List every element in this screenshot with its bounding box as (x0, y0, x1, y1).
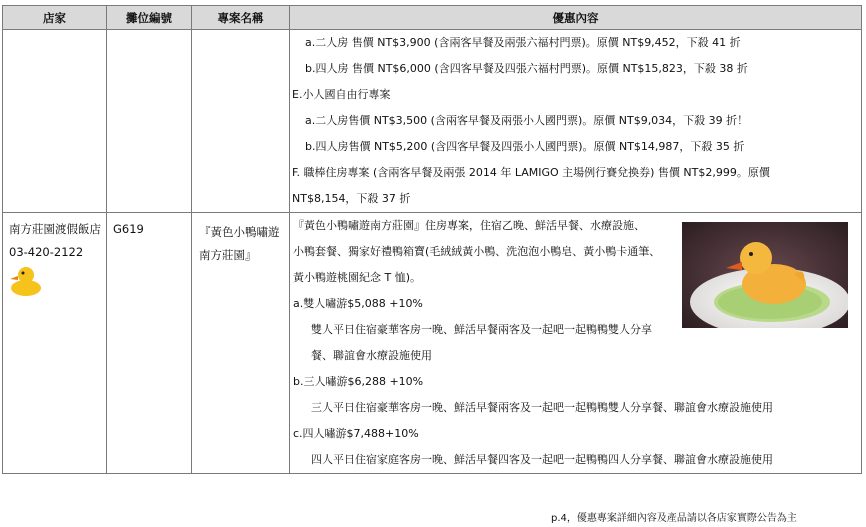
offers-cell (290, 213, 862, 474)
offer-line: 『黃色小鴨嘯遊南方莊園』住房專案，住宿乙晚、鮮活早餐、水療設施、 (293, 219, 645, 232)
offers-cell (290, 30, 862, 213)
table-row (3, 213, 862, 474)
store-cell (3, 213, 107, 474)
offer-line: b.四人房 售價 NT$6,000 (含四客早餐及四張六福村門票)。原價 NT$15,823，下殺 38 折 (305, 62, 748, 75)
booth-cell-empty (107, 30, 192, 213)
offer-line: a.二人房售價 NT$3,500 (含兩客早餐及兩張小人國門票)。原價 NT$9,034，下殺 39 折！ (305, 114, 749, 127)
offer-heading: a.雙人嘯游$5,088 +10% (293, 297, 423, 310)
header-plan: 專案名稱 (192, 6, 290, 30)
header-booth: 攤位編號 (107, 6, 192, 30)
offer-line: NT$8,154，下殺 37 折 (292, 192, 411, 205)
store-cell-empty (3, 30, 107, 213)
offer-line: 餐、聯誼會水療設施使用 (311, 349, 432, 362)
plan-name: 『黃色小鴨嘯遊南方莊園』 (199, 225, 280, 262)
offer-line: 黃小鴨遊桃園紀念 T 恤)。 (293, 271, 422, 284)
offer-line: 雙人平日住宿豪華客房一晚、鮮活早餐兩客及一起吧一起鴨鴨雙人分享 (311, 323, 652, 336)
table-row (3, 30, 862, 213)
booth-code: G619 (113, 222, 144, 236)
offer-heading: b.三人嘯游$6,288 +10% (293, 375, 424, 388)
rubber-duck-icon (9, 263, 43, 297)
footer-note: p.4，優惠專案詳細內容及產品請以各店家實際公告為主 (551, 513, 797, 524)
offer-line: b.四人房售價 NT$5,200 (含四客早餐及四張小人國門票)。原價 NT$14,987，下殺 35 折 (305, 140, 745, 153)
offer-line: 小鴨套餐、獨家好禮鴨箱寶(毛絨絨黃小鴨、洗泡泡小鴨皂、黃小鴨卡通筆、 (293, 245, 661, 258)
promo-table (2, 5, 862, 474)
plan-cell (192, 213, 290, 474)
plan-cell-empty (192, 30, 290, 213)
offer-heading: F. 職棒住房專案 (含兩客早餐及兩張 2014 年 LAMIGO 主場例行賽兌換券) 售價 NT$2,999。原價 (292, 166, 770, 179)
store-name: 南方莊園渡假飯店 (9, 222, 101, 236)
header-offers: 優惠內容 (290, 6, 862, 30)
offer-heading: c.四人嘯游$7,488+10% (293, 427, 419, 440)
store-phone: 03-420-2122 (9, 245, 84, 259)
offer-line: 三人平日住宿豪華客房一晚、鮮活早餐兩客及一起吧一起鴨鴨雙人分享餐、聯誼會水療設施使用 (311, 401, 773, 414)
offer-line: 四人平日住宿家庭客房一晚、鮮活早餐四客及一起吧一起鴨鴨四人分享餐、聯誼會水療設施使用 (311, 453, 773, 466)
table-header-row (3, 6, 862, 30)
booth-cell (107, 213, 192, 474)
header-store: 店家 (3, 6, 107, 30)
offer-line: a.二人房 售價 NT$3,900 (含兩客早餐及兩張六福村門票)。原價 NT$9,452，下殺 41 折 (305, 36, 741, 49)
offer-heading: E.小人國自由行專案 (292, 88, 391, 101)
duck-dish-photo (682, 222, 848, 328)
